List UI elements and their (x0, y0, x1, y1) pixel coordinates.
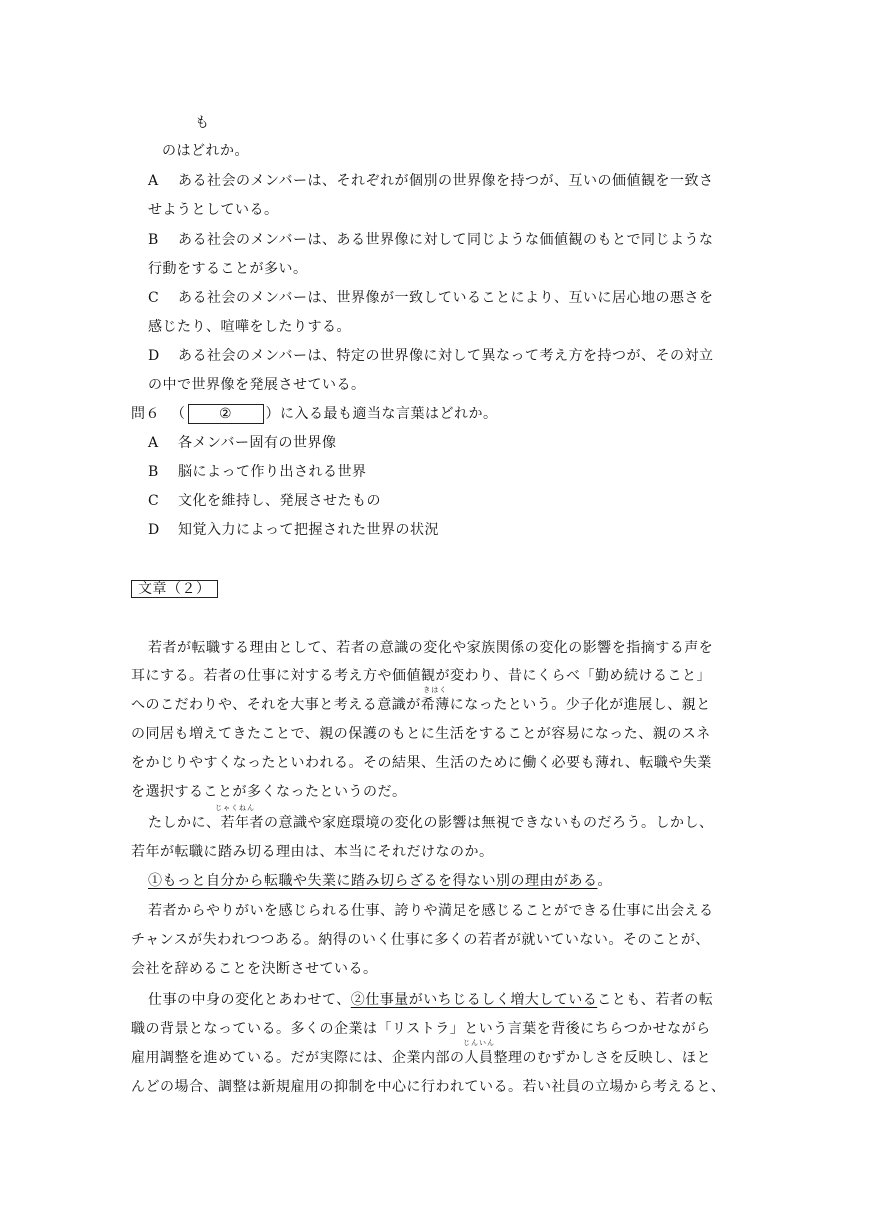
q5-option-c-cont: 感じたり、喧嘩をしたりする。 (148, 319, 351, 335)
text-run: ことも、若者の転 (597, 992, 714, 1008)
text-run: 整理のむずかしさを反映し、ほと (493, 1050, 711, 1066)
passage-line (148, 871, 612, 891)
text-run: 。 (597, 873, 612, 889)
section-label-box: 文章（２） (131, 580, 218, 598)
question-number: 問６ (131, 406, 160, 422)
underlined-phrase-1: ①もっと自分から転職や失業に踏み切らざるを得ない別の理由がある (148, 873, 598, 889)
passage-line: をかじりやすくなったといわれる。その結果、生活のために働く必要も薄れ、転職や失業 (131, 755, 712, 771)
underlined-phrase-2: ②仕事量がいちじるしく増大している (350, 992, 598, 1008)
option-text: 知覚入力によって把握された世界の状況 (178, 522, 439, 538)
fragment-mo: も (195, 115, 210, 131)
q5-option-d-cont: の中で世界像を発展させている。 (148, 377, 366, 393)
ruby-reading: きはく (423, 686, 448, 694)
option-text: 脳によって作り出される世界 (178, 464, 367, 480)
option-label: A (148, 435, 159, 451)
passage-line: 若者からやりがいを感じられる仕事、誇りや満足を感じることができる仕事に出会える (148, 903, 714, 919)
ruby-reading: じゃくねん (215, 804, 255, 812)
ruby-base: 若年 (220, 815, 250, 831)
text-run: 仕事の中身の変化とあわせて、 (148, 992, 351, 1008)
option-label: B (148, 232, 159, 248)
passage-line: 若者が転職する理由として、若者の意識の変化や家族関係の変化の影響を指摘する声を (148, 640, 714, 656)
ruby-kihaku (420, 686, 450, 715)
ruby-base: 人員 (464, 1050, 494, 1066)
q6-question (131, 404, 498, 424)
text-run: たしかに、 (148, 815, 221, 831)
passage-line (148, 990, 713, 1010)
option-text: ある社会のメンバーは、ある世界像に対して同じような価値観のもとで同じような (178, 232, 714, 248)
answer-blank: ② (188, 404, 264, 424)
passage-line: の同居も増えてきたことで、親の保護のもとに生活をすることが容易になった、親のスネ (131, 726, 711, 742)
passage-line: 会社を辞めることを決断させている。 (131, 961, 378, 977)
passage-line: 若年が転職に踏み切る理由は、本当にそれだけなのか。 (131, 844, 494, 860)
passage-line (148, 804, 714, 833)
q6-option-d (148, 520, 439, 540)
option-label: C (148, 290, 160, 306)
passage-line: を選択することが多くなったというのだ。 (131, 784, 407, 800)
ruby-jakunen (215, 804, 255, 833)
option-text: ある社会のメンバーは、世界像が一致していることにより、互いに居心地の悪さを (178, 290, 714, 306)
option-text: ある社会のメンバーは、特定の世界像に対して異なって考え方を持つが、その対立 (178, 348, 714, 364)
text-run: 雇用調整を進めている。だが実際には、企業内部の (131, 1050, 465, 1066)
passage-line: んどの場合、調整は新規雇用の抑制を中心に行われている。若い社員の立場から考えると、 (131, 1079, 726, 1095)
option-label: B (148, 464, 159, 480)
ruby-base: 希薄 (420, 697, 450, 713)
option-label: D (148, 348, 160, 364)
option-text: 各メンバー固有の世界像 (178, 435, 337, 451)
q6-option-c (148, 491, 381, 511)
close-paren: ） (265, 406, 280, 422)
ruby-jinin (463, 1039, 495, 1068)
q5-option-d (148, 346, 714, 366)
text-run: になったという。少子化が進展し、親と (449, 697, 711, 713)
option-label: A (148, 173, 159, 189)
q5-option-b-cont: 行動をすることが多い。 (148, 261, 308, 277)
open-paren: （ (171, 406, 186, 422)
question-text: に入る最も適当な言葉はどれか。 (280, 406, 498, 422)
fragment-question-end: のはどれか。 (162, 143, 249, 159)
passage-line: 耳にする。若者の仕事に対する考え方や価値観が変わり、昔にくらべ「勤め続けること」 (131, 668, 711, 684)
option-text: 文化を維持し、発展させたもの (178, 493, 381, 509)
q5-option-c (148, 288, 714, 308)
q6-option-b (148, 462, 367, 482)
text-run: へのこだわりや、それを大事と考える意識が (131, 697, 421, 713)
passage-line: チャンスが失われつつある。納得のいく仕事に多くの若者が就いていない。そのことが、 (131, 932, 710, 948)
passage-line: 職の背景となっている。多くの企業は「リストラ」という言葉を背後にちらつかせながら (131, 1021, 711, 1037)
ruby-reading: じんいん (463, 1039, 495, 1047)
q6-option-a (148, 433, 337, 453)
option-label: C (148, 493, 160, 509)
option-text: ある社会のメンバーは、それぞれが個別の世界像を持つが、互いの価値観を一致さ (178, 173, 714, 189)
q5-option-b (148, 230, 714, 250)
q5-option-a-cont: せようとしている。 (148, 202, 279, 218)
passage-line (131, 686, 711, 715)
q5-option-a (148, 171, 714, 191)
passage-line (131, 1039, 711, 1068)
section-label (131, 579, 218, 599)
option-label: D (148, 522, 160, 538)
text-run: 者の意識や家庭環境の変化の影響は無視できないものだろう。しかし、 (249, 815, 714, 831)
